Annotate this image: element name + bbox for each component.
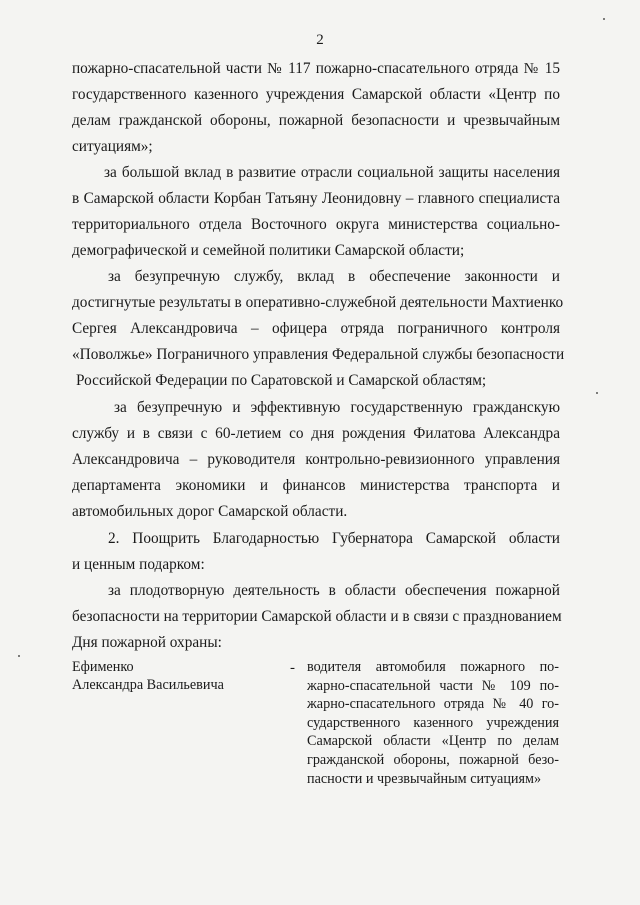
text-line: автомобильных дорог Самарской области.	[72, 503, 348, 520]
awardee-name-line: Ефименко	[72, 659, 134, 675]
text-line: за безупречную и эффективную государственную гражданскую	[114, 399, 560, 416]
text-line: демографической и семейной политики Самарской области;	[72, 242, 465, 259]
text-line: Сергея Александровича – офицера отряда пограничного контроля	[72, 320, 560, 337]
text-line: государственного казенного учреждения Самарской области «Центр по	[72, 86, 560, 103]
text-line: безопасности на территории Самарской области и в связи с празднованием	[72, 608, 562, 625]
awardee-dash: -	[290, 660, 295, 676]
text-line: «Поволжье» Пограничного управления Федеральной службы безопасности	[72, 346, 565, 363]
awardee-position-line: Самарской области «Центр по делам	[307, 733, 559, 750]
awardee-position-line: сударственного казенного учреждения	[307, 714, 559, 731]
awardee-position-line: гражданской обороны, пожарной безо-	[307, 752, 559, 768]
text-line: за плодотворную деятельность в области обеспечения пожарной	[108, 582, 560, 599]
scan-speck	[596, 392, 598, 394]
awardee-position-line: жарно-спасательной части № 109 по-	[307, 677, 559, 694]
awardee-position-line: жарно-спасательного отряда № 40 го-	[307, 696, 559, 713]
text-line: Дня пожарной охраны:	[72, 634, 222, 651]
awardee-name-line: Александра Васильевича	[72, 677, 224, 693]
text-line: в Самарской области Корбан Татьяну Леонидовну – главного специалиста	[72, 190, 560, 207]
text-line: службу и в связи с 60-летием со дня рождения Филатова Александра	[72, 425, 560, 442]
text-line: 2. Поощрить Благодарностью Губернатора Самарской области	[108, 530, 560, 547]
text-line: делам гражданской обороны, пожарной безопасности и чрезвычайным	[72, 112, 560, 129]
text-line: территориального отдела Восточного округа министерства социально-	[72, 216, 560, 233]
scan-speck	[603, 18, 605, 20]
text-line: и ценным подарком:	[72, 556, 205, 573]
awardee-position-line: водителя автомобиля пожарного по-	[307, 659, 559, 675]
awardee-position-line: пасности и чрезвычайным ситуациям»	[307, 770, 542, 787]
page-number: 2	[316, 32, 324, 48]
text-line: пожарно-спасательной части № 117 пожарно-спасательного отряда № 15	[72, 60, 560, 77]
text-line: достигнутые результаты в оперативно-служебной деятельности Махтиенко	[72, 294, 564, 311]
text-line: за безупречную службу, вклад в обеспечение законности и	[108, 268, 560, 285]
text-line: ситуациям»;	[72, 138, 153, 155]
text-line: Александровича – руководителя контрольно-ревизионного управления	[72, 451, 560, 468]
text-line: Российской Федерации по Саратовской и Самарской областям;	[76, 372, 487, 389]
text-line: департамента экономики и финансов министерства транспорта и	[72, 477, 560, 494]
text-line: за большой вклад в развитие отрасли социальной защиты населения	[104, 164, 560, 181]
scan-speck	[18, 655, 20, 657]
